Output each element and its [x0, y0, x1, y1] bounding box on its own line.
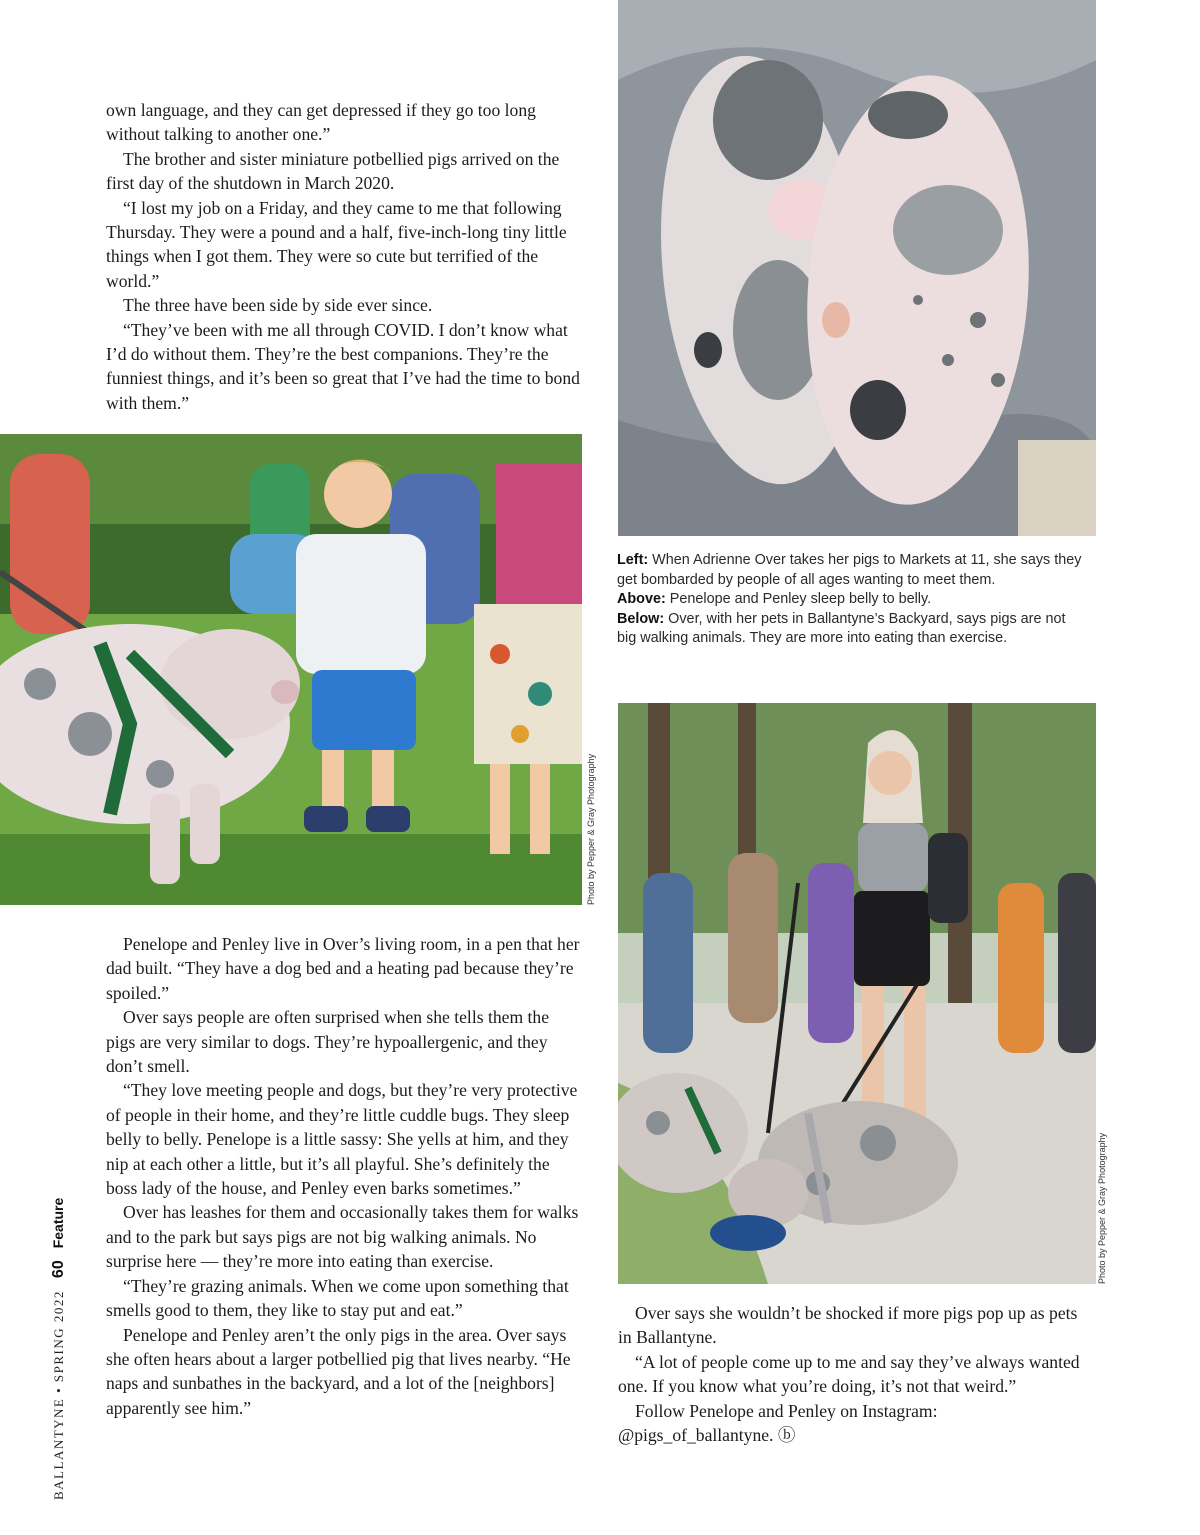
caption-above	[617, 590, 1087, 610]
article-paragraph: Penelope and Penley live in Over’s living room, in a pen that her dad built. “They have a dog bed and a heating pad because they’re spoiled.”	[106, 934, 580, 1003]
article-paragraph: The brother and sister miniature potbellied pigs arrived on the first day of the shutdown in March 2020.	[106, 148, 560, 194]
article-paragraph: Follow Penelope and Penley on Instagram: @pigs_of_ballantyne. ⓑ	[618, 1400, 938, 1446]
article-paragraph: Over says people are often surprised when she tells them the pigs are very similar to dogs. They’re hypoallergenic, and they don’t smell.	[106, 1007, 550, 1077]
photo-credit: Photo by Pepper & Gray Photography	[586, 753, 596, 905]
page-number: 60	[50, 1260, 67, 1279]
photo-children-with-pig	[0, 434, 582, 905]
article-paragraph: “They’ve been with me all through COVID. I don’t know what I’d do without them. They’re the best companions. They’re the funniest things, and it’s been so great that I’ve had the time to bond with them.”	[106, 319, 580, 413]
photo-caption	[617, 551, 1087, 649]
article-paragraph: Over has leashes for them and occasionally takes them for walks and to the park but says pigs are not big walking animals. No surprise here — they’re more into eating than exercise.	[106, 1202, 579, 1272]
caption-label: Above:	[617, 591, 666, 607]
photo-woman-walking-pigs	[618, 703, 1096, 1284]
photo-pigs-sleeping	[618, 0, 1096, 536]
article-column-right-bottom	[618, 1301, 1094, 1447]
article-paragraph: “They’re grazing animals. When we come upon something that smells good to them, they like to stay put and eat.”	[106, 1275, 569, 1321]
article-paragraph: “They love meeting people and dogs, but they’re very protective of people in their home, and they’re little cuddle bugs. They sleep belly to belly. Penelope is a little sassy: She yells at him, and they nip at each other a little, but it’s all playful. She’s definitely the boss lady of the house, and Penley even barks sometimes.”	[106, 1080, 578, 1199]
article-paragraph: Over says she wouldn’t be shocked if more pigs pop up as pets in Ballantyne.	[618, 1303, 1078, 1348]
caption-left	[617, 551, 1087, 590]
caption-text: Penelope and Penley sleep belly to belly.	[669, 591, 932, 607]
caption-label: Left:	[617, 552, 649, 568]
article-paragraph: The three have been side by side ever since.	[123, 295, 433, 316]
caption-label: Below:	[617, 610, 665, 627]
article-column-left-bottom	[106, 932, 580, 1420]
page-folio	[50, 1198, 68, 1500]
article-paragraph: Penelope and Penley aren’t the only pigs in the area. Over says she often hears about a larger potbellied pig that lives nearby. “He naps and sunbathes in the backyard, and a lot of the [neighbors] apparently see him.”	[106, 1324, 571, 1418]
article-paragraph: “A lot of people come up to me and say they’ve always wanted one. If you know what you’re doing, it’s not that weird.”	[618, 1351, 1080, 1397]
article-paragraph: “I lost my job on a Friday, and they came to me that following Thursday. They were a pound and a half, five-inch-long tiny little things when I got them. They were so cute but terrified of the world.”	[106, 197, 567, 291]
photo-credit: Photo by Pepper & Gray Photography	[1097, 1132, 1107, 1284]
caption-below	[617, 610, 1087, 649]
caption-text: When Adrienne Over takes her pigs to Markets at 11, she says they get bombarded by people of all ages wanting to meet them.	[617, 552, 1082, 588]
publication-name: BALLANTYNE • SPRING 2022	[51, 1290, 66, 1500]
section-label: Feature	[50, 1197, 66, 1249]
article-paragraph: own language, and they can get depressed if they go too long without talking to another one.”	[106, 100, 536, 145]
caption-text: Over, with her pets in Ballantyne’s Backyard, says pigs are not big walking animals. They are more into eating than exercise.	[617, 610, 1066, 646]
article-column-left-top	[106, 98, 580, 415]
